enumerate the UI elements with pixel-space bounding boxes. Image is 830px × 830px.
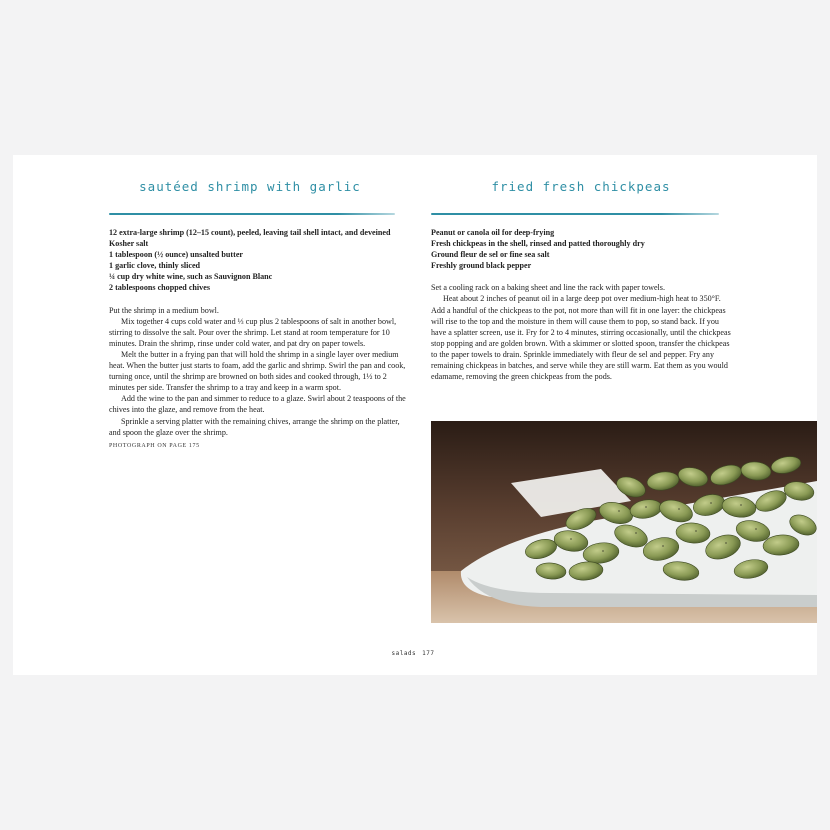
instruction-paragraph: Mix together 4 cups cold water and ⅓ cup plus 2 tablespoons of salt in another bowl, stirring to dissolve the salt. Pour over the shrimp. Let stand at room temperature for 10 minutes. Drain the shrimp, rinse under cold water, and pat dry on paper towels. (109, 316, 397, 348)
instruction-paragraph: Heat about 2 inches of peanut oil in a large deep pot over medium-high heat to 350°F. Add a handful of the chickpeas to the pot, not more than will fit in one layer: the chickpeas will rise to the top and the moisture in them will cause them to pop, so stand back. If you have a splatter screen, use it. Fry for 2 to 4 minutes, stirring occasionally, until the chickpeas stop popping and are golden brown. With a skimmer or slotted spoon, transfer the chickpeas to the paper towels to drain. Sprinkle immediately with fleur de sel and pepper. Fry any remaining chickpeas in batches, and serve while they are still warm. Eat them as you would edamame, removing the green chickpeas from the pods. (431, 294, 731, 382)
left-recipe-title: sautéed shrimp with garlic (139, 179, 361, 194)
left-title-rule (109, 213, 395, 215)
page-footer (383, 650, 443, 657)
instruction-paragraph: Put the shrimp in a medium bowl. (109, 305, 219, 315)
photo-reference: PHOTOGRAPH ON PAGE 175 (109, 442, 200, 449)
book-spread (13, 155, 817, 675)
ingredient-item: 1 tablespoon (½ ounce) unsalted butter (109, 250, 244, 260)
ingredient-item: 1 garlic clove, thinly sliced (109, 261, 201, 271)
instruction-paragraph: Add the wine to the pan and simmer to reduce to a glaze. Swirl about 2 teaspoons of the chives into the glaze, and remove from the heat. (109, 394, 406, 415)
left-ingredient-list (109, 227, 409, 294)
ingredient-item: Fresh chickpeas in the shell, rinsed and patted thoroughly dry (431, 239, 645, 249)
right-ingredient-list (431, 227, 731, 271)
ingredient-item: Ground fleur de sel or fine sea salt (431, 250, 550, 260)
right-recipe-column (431, 227, 731, 382)
instruction-paragraph: Melt the butter in a frying pan that will hold the shrimp in a single layer over medium heat. When the butter just starts to foam, add the garlic and shrimp. Swirl the pan and cook, turning once, until the shrimp are browned on both sides and cooked through, 1½ to 2 minutes per side. Transfer the shrimp to a tray and keep in a warm spot. (109, 349, 406, 393)
ingredient-item: ¼ cup dry white wine, such as Sauvignon Blanc (109, 272, 273, 282)
ingredient-item: Freshly ground black pepper (431, 261, 532, 271)
chickpeas-photo (431, 421, 817, 623)
ingredient-item: 2 tablespoons chopped chives (109, 283, 210, 293)
right-title-rule (431, 213, 719, 215)
instruction-paragraph: Sprinkle a serving platter with the remaining chives, arrange the shrimp on the platter, and spoon the glaze over the shrimp. (109, 416, 400, 437)
page-number: 177 (422, 650, 435, 657)
instruction-paragraph: Set a cooling rack on a baking sheet and line the rack with paper towels. (431, 283, 665, 293)
right-recipe-title: fried fresh chickpeas (491, 179, 671, 194)
section-label: salads (391, 650, 417, 657)
ingredient-item: Peanut or canola oil for deep-frying (431, 228, 555, 237)
ingredient-item: 12 extra-large shrimp (12–15 count), peeled, leaving tail shell intact, and deveined (109, 228, 391, 237)
ingredient-item: Kosher salt (109, 239, 149, 249)
left-recipe-column (109, 227, 409, 452)
